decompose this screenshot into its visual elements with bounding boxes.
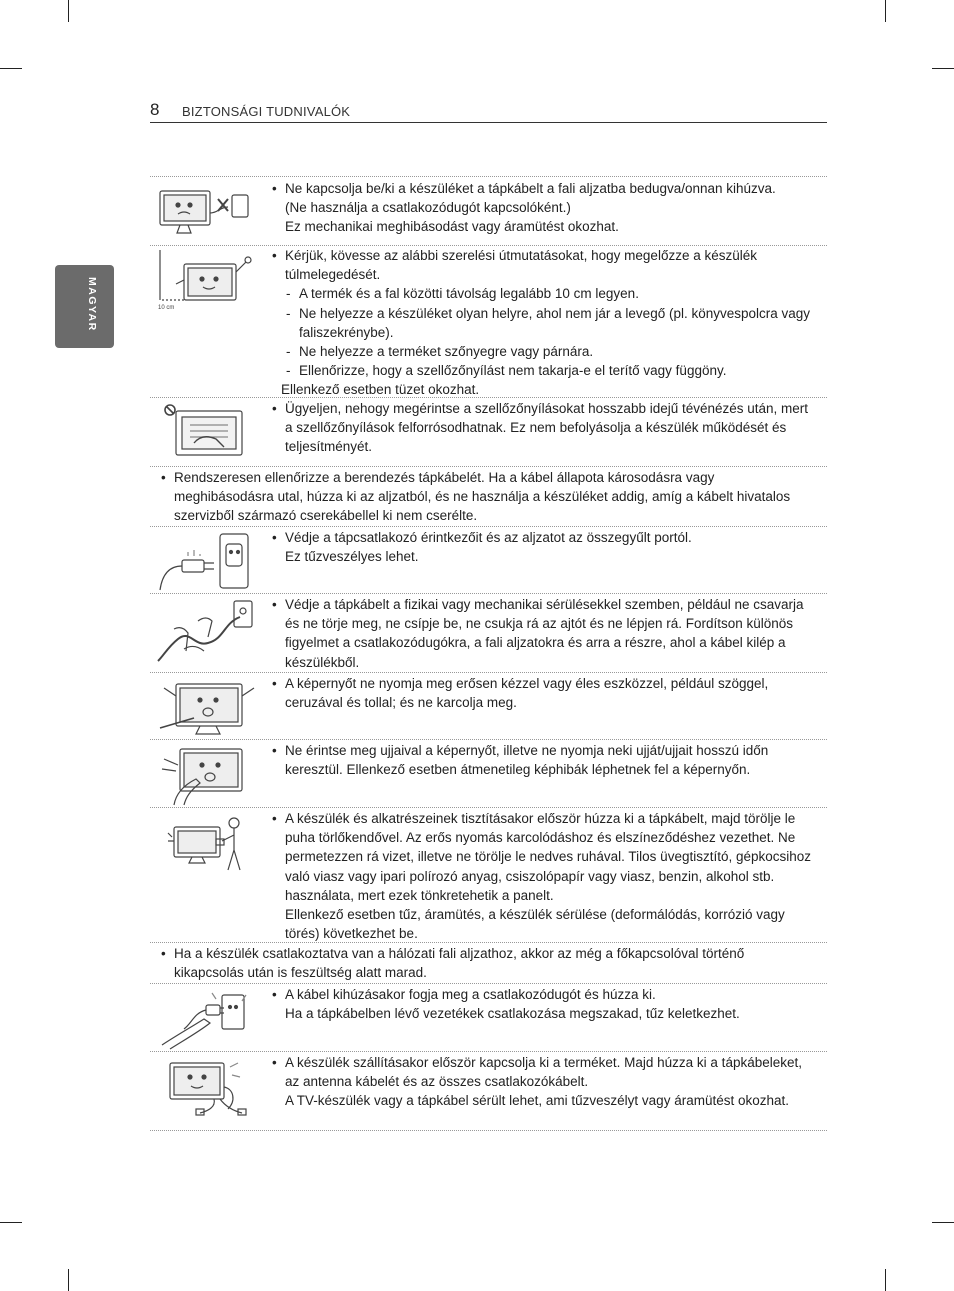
continuation-text: Ez mechanikai meghibásodást vagy áramütést okozhat. — [285, 219, 619, 235]
continuation-text: Ellenkező esetben tűz, áramütés, a készülék sérülése (deformálódás, korrózió vagy törés) következhet be. — [285, 907, 785, 942]
continuation-text: Ha a tápkábelben lévő vezetékek csatlakozása megszakad, tűz keletkezhet. — [285, 1006, 740, 1022]
continuation-text: A TV-készülék vagy a tápkábel sérült lehet, ami tűzveszélyt vagy áramütést okozhat. — [285, 1093, 790, 1109]
safety-row — [150, 593, 827, 673]
safety-row — [150, 983, 827, 1052]
bullet-text: • A készülék szállításakor először kapcsolja ki a terméket. Majd húzza ki a tápkábeleket, az antenna kábelét és az összes csatlakozókábelt. — [272, 1053, 812, 1091]
safety-row — [150, 244, 827, 398]
sub-item: - Ellenőrizze, hogy a szellőzőnyílást nem takarja-e el terítő vagy függöny. — [272, 361, 812, 380]
language-tab-label: MAGYAR — [86, 277, 98, 332]
hot-vent-prohibited-icon — [154, 403, 258, 461]
tv-power-plug-icon — [154, 183, 258, 239]
bullet-text: • Kérjük, kövesse az alábbi szerelési útmutatásokat, hogy megelőzze a készülék túlmelegedését. — [272, 246, 812, 284]
sub-item: - A termék és a fal közötti távolság legalább 10 cm legyen. — [272, 284, 812, 303]
disconnect-cables-icon — [154, 1057, 258, 1119]
crop-mark — [68, 0, 69, 22]
bullet-text: • Ne kapcsolja be/ki a készüléket a tápkábelt a fali aljzatba bedugva/onnan kihúzva. — [272, 179, 812, 198]
clearance-label: 10 cm — [158, 305, 175, 311]
bullet-text: • Védje a tápkábelt a fizikai vagy mechanikai sérülésekkel szemben, például ne csavarja és ne törje meg, ne csípje be, ne csukja rá az ajtót és ne lépjen rá. Fordítson különös figyelmet a csatlakozódugókra, a fali aljzatokra és arra a részre, ahol a kábel kilép a készülékből. — [272, 595, 812, 672]
safety-row — [150, 466, 827, 527]
safety-row — [150, 176, 827, 246]
safety-row — [150, 807, 827, 943]
safety-row — [150, 526, 827, 594]
page-number: 8 — [150, 100, 160, 119]
dusty-plug-outlet-icon — [154, 532, 258, 594]
finger-on-screen-icon — [154, 745, 258, 807]
crop-mark — [932, 68, 954, 69]
crop-mark — [0, 68, 22, 69]
cleaning-tv-icon — [154, 813, 258, 875]
safety-row — [150, 397, 827, 467]
safety-row — [150, 672, 827, 740]
sub-item: - Ne helyezze a terméket szőnyegre vagy párnára. — [272, 342, 812, 361]
crop-mark — [68, 1269, 69, 1291]
crop-mark — [885, 1269, 886, 1291]
language-tab — [55, 265, 114, 348]
bullet-text: • Védje a tápcsatlakozó érintkezőit és az aljzatot az összegyűlt portól. — [272, 528, 812, 547]
screen-pressure-icon — [154, 678, 258, 738]
crop-mark — [0, 1222, 22, 1223]
crop-mark — [885, 0, 886, 22]
continuation-text: Ez tűzveszélyes lehet. — [285, 549, 419, 565]
crop-mark — [932, 1222, 954, 1223]
tv-wall-clearance-icon — [154, 250, 258, 316]
bullet-text: • A képernyőt ne nyomja meg erősen kézzel vagy éles eszközzel, például szöggel, ceruzával és tollal; és ne karcolja meg. — [272, 674, 812, 712]
continuation-text: (Ne használja a csatlakozódugót kapcsolóként.) — [285, 200, 571, 216]
page-header — [150, 100, 827, 123]
bullet-text: • Ha a készülék csatlakoztatva van a hálózati fali aljzathoz, akkor az még a főkapcsolóval történő kikapcsolás után is feszültség alatt marad. — [161, 944, 816, 982]
continuation-text: Ellenkező esetben tüzet okozhat. — [281, 382, 480, 398]
bullet-text: • Ügyeljen, nehogy megérintse a szellőzőnyílásokat hosszabb idejű tévénézés után, mert a szellőzőnyílások felforrósodhatnak. Ez nem befolyásolja a készülék működését és teljesítményét. — [272, 399, 812, 457]
safety-row — [150, 739, 827, 808]
sub-item: - Ne helyezze a készüléket olyan helyre, ahol nem jár a levegő (pl. könyvespolcra vagy faliszekrénybe). — [272, 304, 812, 342]
twisted-cable-icon — [154, 599, 258, 665]
section-title: BIZTONSÁGI TUDNIVALÓK — [182, 104, 351, 119]
bullet-text: • Rendszeresen ellenőrizze a berendezés tápkábelét. Ha a kábel állapota károsodásra vagy meghibásodásra utal, húzza ki az aljzatból, és ne használja a készüléket addig, amíg a kábelt hivatalos szervizből származó cserekábellel ki nem cserélte. — [161, 468, 816, 526]
safety-row — [150, 942, 827, 984]
unplug-by-plug-icon — [154, 989, 258, 1051]
bullet-text: • A kábel kihúzásakor fogja meg a csatlakozódugót és húzza ki. — [272, 985, 812, 1004]
bullet-text: • A készülék és alkatrészeinek tisztításakor először húzza ki a tápkábelt, majd törölje le puha törlőkendővel. Az erős nyomás karcolódáshoz és elszíneződéshez vezethet. Ne permetezzen rá vizet, illetve ne törölje le nedves ruhával. Tilos üvegtisztító, gépkocsihoz való viasz vagy ipari polírozó anyag, csiszolópapír vagy viasz, benzin, alkohol stb. használata, mert ezek tönkretehetik a panelt. — [272, 809, 812, 905]
safety-row — [150, 1051, 827, 1131]
bullet-text: • Ne érintse meg ujjaival a képernyőt, illetve ne nyomja neki ujját/ujjait hosszú időn keresztül. Ellenkező esetben átmenetileg képhibák léphetnek fel a képernyőn. — [272, 741, 812, 779]
